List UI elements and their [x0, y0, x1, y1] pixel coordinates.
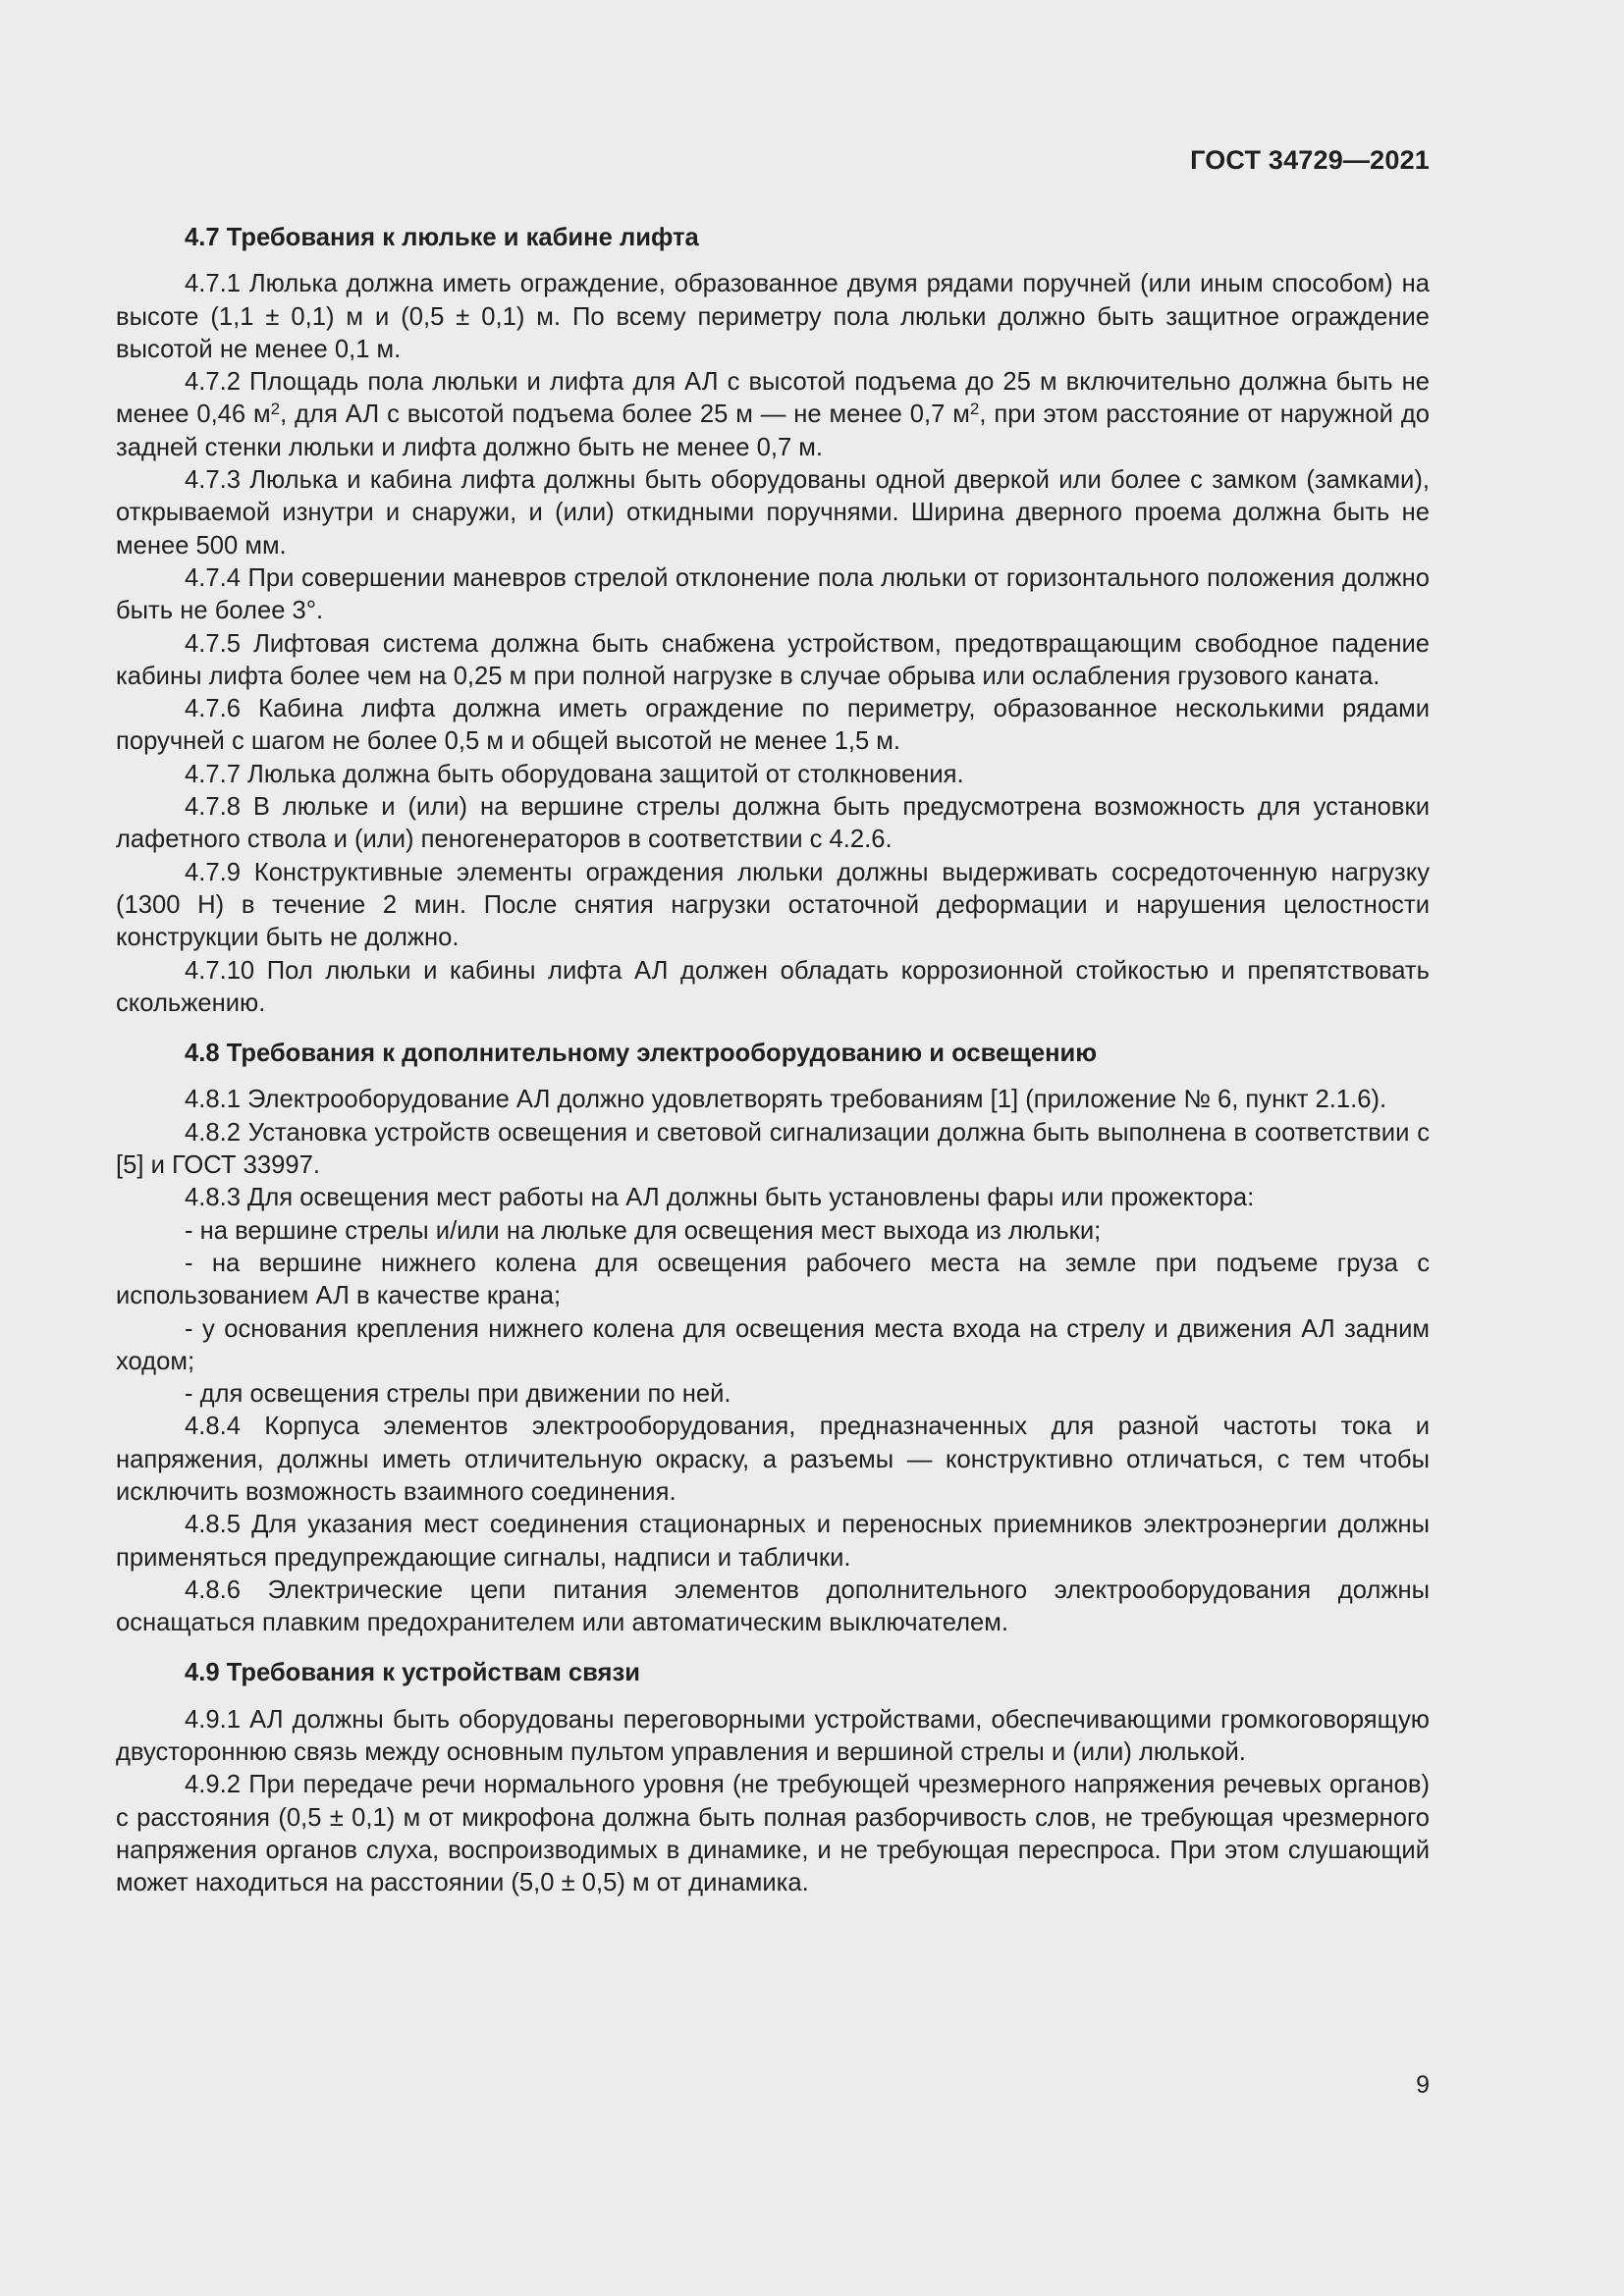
- superscript-square: 2: [969, 400, 980, 419]
- document-page: [116, 0, 1430, 2296]
- paragraph-4-7-7: 4.7.7 Люлька должна быть оборудована защитой от столкновения.: [185, 760, 964, 788]
- paragraph-4-9-2: 4.9.2 При передаче речи нормального уровня (не требующей чрезмерного напряжения речевых органов) с расстояния (0,5 ± 0,1) м от микрофона должна быть полная разборчивость слов, не требующая чрезмерного напряжения органов слуха, воспроизводимых в динамике, и не требующая переспроса. При этом слушающий может находиться на расстоянии (5,0 ± 0,5) м от динамика.: [116, 1771, 1430, 1897]
- paragraph-4-7-3: 4.7.3 Люлька и кабина лифта должны быть оборудованы одной дверкой или более с замком (замками), открываемой изнутри и снаружи, и (или) откидными поручнями. Ширина дверного проема должна быть не менее 500 мм.: [116, 466, 1430, 560]
- list-item: - у основания крепления нижнего колена для освещения места входа на стрелу и движения АЛ задним ходом;: [116, 1314, 1430, 1375]
- section-title-4-9: 4.9 Требования к устройствам связи: [185, 1659, 640, 1687]
- list-item: - на вершине стрелы и/или на люльке для освещения мест выхода из люльки;: [185, 1216, 1102, 1245]
- paragraph-4-7-2-part-a: 4.7.2 Площадь пола люльки и лифта для АЛ с высотой подъема до 25 м включительно должна быть не менее 0,46 м: [116, 368, 1430, 429]
- paragraph-4-7-6: 4.7.6 Кабина лифта должна иметь ограждение по периметру, образованное несколькими рядами поручней с шагом не более 0,5 м и общей высотой не менее 1,5 м.: [116, 695, 1430, 756]
- paragraph-4-8-1: 4.8.1 Электрооборудование АЛ должно удовлетворять требованиям [1] (приложение № 6, пункт 2.1.6).: [185, 1086, 1387, 1114]
- paragraph-4-7-2-part-c: , при этом расстояние от наружной до задней стенки люльки и лифта должно быть не менее 0,7 м.: [116, 400, 1431, 461]
- section-title-4-7: 4.7 Требования к люльке и кабине лифта: [185, 224, 699, 251]
- paragraph-4-7-8: 4.7.8 В люльке и (или) на вершине стрелы должна быть предусмотрена возможность для установки лафетного ствола и (или) пеногенераторов в соответствии с 4.2.6.: [116, 793, 1430, 854]
- paragraph-4-8-4: 4.8.4 Корпуса элементов электрооборудования, предназначенных для разной частоты тока и напряжения, должны иметь отличительную окраску, а разъемы — конструктивно отличаться, с тем чтобы исключить возможность взаимного соединения.: [116, 1413, 1430, 1506]
- paragraph-4-7-10: 4.7.10 Пол люльки и кабины лифта АЛ должен обладать коррозионной стойкостью и препятствовать скольжению.: [116, 956, 1430, 1017]
- paragraph-4-8-5: 4.8.5 Для указания мест соединения стационарных и переносных приемников электроэнергии должны применяться предупреждающие сигналы, надписи и таблички.: [116, 1511, 1430, 1572]
- paragraph-4-7-2: [116, 366, 1430, 464]
- paragraph-4-8-3: 4.8.3 Для освещения мест работы на АЛ должны быть установлены фары или прожектора:: [185, 1184, 1255, 1212]
- document-code-header: ГОСТ 34729—2021: [1190, 145, 1430, 175]
- document-body: [116, 222, 1430, 1900]
- paragraph-4-8-6: 4.8.6 Электрические цепи питания элементов дополнительного электрооборудования должны оснащаться плавким предохранителем или автоматическим выключателем.: [116, 1575, 1430, 1637]
- paragraph-4-8-2: 4.8.2 Установка устройств освещения и световой сигнализации должна быть выполнена в соответствии с [5] и ГОСТ 33997.: [116, 1118, 1430, 1180]
- paragraph-4-7-5: 4.7.5 Лифтовая система должна быть снабжена устройством, предотвращающим свободное падение кабины лифта более чем на 0,25 м при полной нагрузке в случае обрыва или ослабления грузового каната.: [116, 629, 1430, 690]
- page-number: 9: [1416, 2071, 1430, 2099]
- paragraph-4-7-4: 4.7.4 При совершении маневров стрелой отклонение пола люльки от горизонтального положения должно быть не более 3°.: [116, 563, 1430, 625]
- section-title-4-8: 4.8 Требования к дополнительному электрооборудованию и освещению: [185, 1040, 1098, 1068]
- paragraph-4-7-9: 4.7.9 Конструктивные элементы ограждения люльки должны выдерживать сосредоточенную нагрузку (1300 Н) в течение 2 мин. После снятия нагрузки остаточной деформации и нарушения целостности конструкции быть не должно.: [116, 858, 1430, 952]
- superscript-square: 2: [270, 400, 281, 419]
- paragraph-4-7-2-part-b: , для АЛ с высотой подъема более 25 м — не менее 0,7 м: [280, 400, 970, 429]
- list-item: - для освещения стрелы при движении по ней.: [185, 1380, 731, 1409]
- list-item: - на вершине нижнего колена для освещения рабочего места на земле при подъеме груза с использованием АЛ в качестве крана;: [116, 1249, 1430, 1310]
- paragraph-4-7-1: 4.7.1 Люлька должна иметь ограждение, образованное двумя рядами поручней (или иным способом) на высоте (1,1 ± 0,1) м и (0,5 ± 0,1) м. По всему периметру пола люльки должно быть защитное ограждение высотой не менее 0,1 м.: [116, 270, 1430, 363]
- paragraph-4-9-1: 4.9.1 АЛ должны быть оборудованы переговорными устройствами, обеспечивающими громкоговорящую двустороннюю связь между основным пультом управления и вершиной стрелы и (или) люлькой.: [116, 1705, 1430, 1767]
